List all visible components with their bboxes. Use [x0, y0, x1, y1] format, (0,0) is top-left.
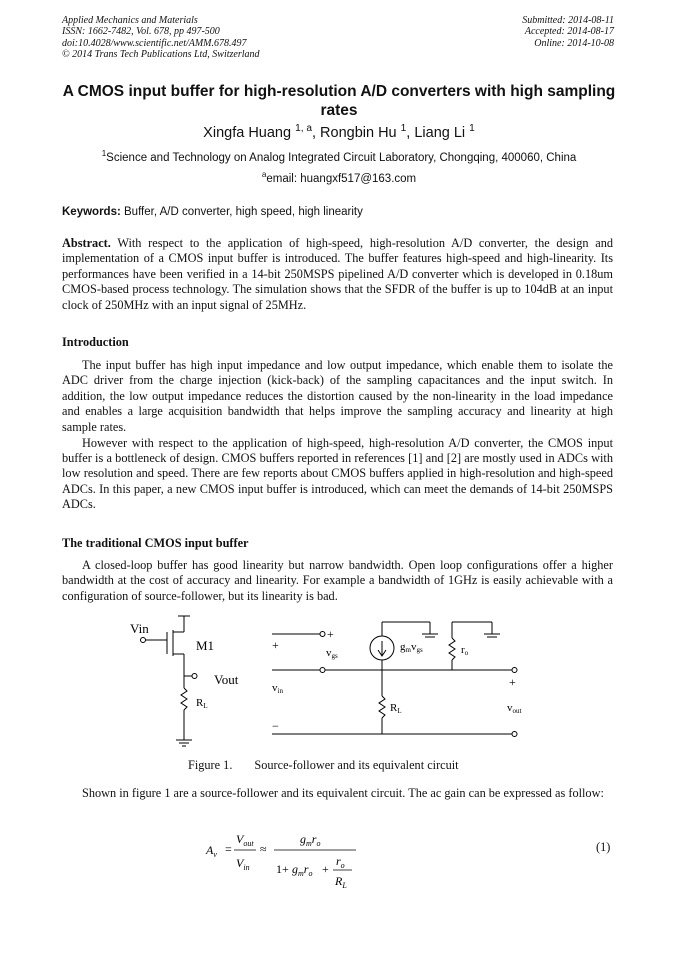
circuit-diagram [120, 612, 530, 752]
vgs-plus-sign: + [327, 627, 334, 641]
eq-numerator [300, 832, 320, 848]
gm-vgs-label [400, 641, 423, 654]
eq-num-m: m [306, 839, 312, 848]
vout-letter: v [507, 702, 513, 714]
figure-caption [188, 758, 459, 773]
copyright-line: © 2014 Trans Tech Publications Ltd, Switzerland [62, 48, 260, 60]
vin-label: Vin [130, 621, 149, 636]
rl-subscript: L [203, 702, 208, 710]
eq-one-plus: 1+ [276, 862, 289, 876]
affiliation-text: Science and Technology on Analog Integrated Circuit Laboratory, Chongqing, 400060, China [106, 151, 577, 164]
email-text: email: huangxf517@163.com [266, 172, 417, 185]
paper-title: A CMOS input buffer for high-resolution A/D converters with high sampling rates [62, 83, 616, 119]
vout-minus-terminal [512, 732, 517, 737]
equation-1 [200, 826, 360, 890]
doi-line: doi:10.4028/www.scientific.net/AMM.678.497 [62, 37, 247, 49]
eq-a-sub: v [213, 850, 217, 859]
eq-den-r: r [303, 862, 309, 876]
abstract-label: Abstract. [62, 236, 111, 250]
paragraph: However with respect to the application of high-speed, high-resolution A/D converter, the CMOS input buffer is a bottleneck of design. CMOS buffers reported in references [1] and [2] are mostly used in ADCs with low resolution and speed. There are few reports about CMOS buffers applied in high-resolution and high-speed ADCs. In this paper, a new CMOS input buffer is introduced, which can meet the demands of 14-bit 250MSPS ADCs. [62, 435, 613, 512]
rl-eq-label [390, 702, 402, 715]
vgs-minus-sign: − [327, 663, 334, 677]
rl-letter: R [196, 697, 204, 709]
author-sup: 1, a [295, 123, 312, 134]
equation-number: (1) [596, 840, 611, 854]
vgs-label [326, 647, 338, 660]
author-name: Liang Li [414, 124, 466, 141]
author-name: Rongbin Hu [320, 124, 397, 141]
output-resistor [449, 638, 455, 660]
ro-subscript: o [464, 649, 469, 657]
section-heading: The traditional CMOS input buffer [62, 536, 249, 550]
accepted-date: Accepted: 2014-08-17 [524, 26, 614, 38]
author-sup: 1 [400, 123, 407, 134]
dates-header [522, 15, 614, 49]
ro-letter: r [461, 644, 465, 656]
eq-den-gmro [292, 862, 312, 878]
eq-num-o: o [316, 839, 321, 848]
rl-label [196, 697, 208, 710]
eq-vin-letter: V [236, 856, 244, 870]
eq-vout-letter: V [236, 832, 244, 846]
journal-name: Applied Mechanics and Materials [62, 15, 198, 26]
rl-eq-letter: R [390, 702, 398, 714]
author-sup: 1 [469, 123, 475, 134]
gm-v-letter: v [410, 641, 417, 653]
load-resistor [379, 696, 385, 718]
eq-num-g: g [300, 832, 306, 846]
online-date: Online: 2014-10-08 [534, 37, 614, 49]
email-sup: a [261, 170, 267, 179]
vout-label: Vout [214, 672, 239, 687]
figure-label: Figure 1. [188, 758, 233, 772]
keywords-label: Keywords: [62, 206, 121, 218]
affiliation [62, 149, 616, 164]
section-heading: Introduction [62, 335, 129, 349]
affiliation-sup: 1 [101, 149, 107, 158]
submitted-date: Submitted: 2014-08-11 [522, 15, 614, 26]
eq-frac-rl [334, 874, 347, 890]
paragraph: Shown in figure 1 are a source-follower and its equivalent circuit. The ac gain can be expressed as follow: [82, 786, 604, 800]
keywords-text: Buffer, A/D converter, high speed, high linearity [124, 206, 363, 218]
vin-letter: v [272, 682, 278, 694]
eq-frac-o: o [340, 861, 345, 870]
eq-num-r: r [311, 832, 317, 846]
vgs-minus-terminal [320, 668, 325, 673]
abstract [62, 236, 613, 313]
eq-den-g: g [292, 862, 298, 876]
input-plus-sign: + [272, 638, 279, 652]
load-resistor [181, 688, 187, 710]
eq-frac-R: R [335, 874, 343, 888]
keywords [62, 206, 363, 218]
eq-den-m: m [298, 869, 304, 878]
eq-approx: ≈ [260, 842, 267, 856]
vgs-letter: v [326, 647, 332, 659]
vin-eq-label [272, 682, 283, 695]
email-line [62, 170, 616, 185]
eq-frac-L: L [342, 881, 347, 890]
output-terminal [192, 674, 197, 679]
abstract-text: With respect to the application of high-speed, high-resolution A/D converter, the design and implementation of a CMOS input buffer is introduced. The buffer features high-speed and high-linearity. Its performances have been verified in a 14-bit 250MSPS pipelined A/D converter which is developed in 0.18um CMOS-based process technology. The simulation shows that the SFDR of the buffer is up to 104dB at an input clock of 250MHz with an input signal of 25MHz. [62, 236, 614, 312]
vout-plus-sign: + [509, 675, 516, 689]
eq-frac-r: r [336, 854, 341, 868]
vgs-subscript: gs [331, 652, 338, 660]
eq-vout-sub: out [243, 839, 254, 848]
vout-plus-terminal [512, 668, 517, 673]
eq-vout [236, 832, 254, 848]
eq-a: A [206, 843, 214, 857]
gm-subscript: m [405, 646, 411, 654]
eq-equals: = [225, 842, 232, 856]
m1-label: M1 [196, 638, 215, 653]
input-terminal [141, 638, 146, 643]
eq-plus: + [322, 862, 329, 876]
rl-eq-subscript: L [397, 707, 402, 715]
vin-subscript: in [277, 687, 283, 695]
vout-subscript: out [512, 707, 522, 715]
author-name: Xingfa Huang [203, 124, 292, 141]
paragraph: A closed-loop buffer has good linearity but narrow bandwidth. Open loop configurations offer a higher bandwidth at the cost of accuracy and linearity. For example a bandwidth of 1GHz is easily achievable with a configuration of source-follower, but its linearity is bad. [62, 558, 613, 603]
eq-vin-sub: in [243, 863, 250, 872]
ro-label [461, 644, 469, 657]
eq-frac-ro [336, 854, 345, 870]
vgs-plus-terminal [320, 632, 325, 637]
issn-line: ISSN: 1662-7482, Vol. 678, pp 497-500 [62, 26, 220, 38]
gm-gs-subscript: gs [416, 646, 423, 654]
eq-vin [236, 856, 250, 872]
vout-eq-label [507, 702, 522, 715]
author-list: Xingfa Huang $^{1, a}$, Rongbin Hu $^1$, Liang Li $^1$ [203, 123, 475, 141]
eq-av [205, 843, 217, 859]
figure-caption-text: Source-follower and its equivalent circuit [254, 758, 459, 772]
journal-header [62, 15, 260, 60]
bottom-minus-sign: − [272, 719, 279, 733]
eq-den-o: o [308, 869, 313, 878]
paragraph: The input buffer has high input impedance and low output impedance, which enable them to isolate the ADC driver from the charge injection (kick-back) of the sampling capacitances and the input switch. In addition, the low output impedance reduces the distortion caused by the non-linearity in the load impedance and enables a large acquisition bandwidth that helps improve the sampling accuracy and linearity at high sample rates. [62, 358, 613, 434]
input-minus-sign: − [272, 663, 279, 677]
gm-letter: g [400, 641, 406, 653]
